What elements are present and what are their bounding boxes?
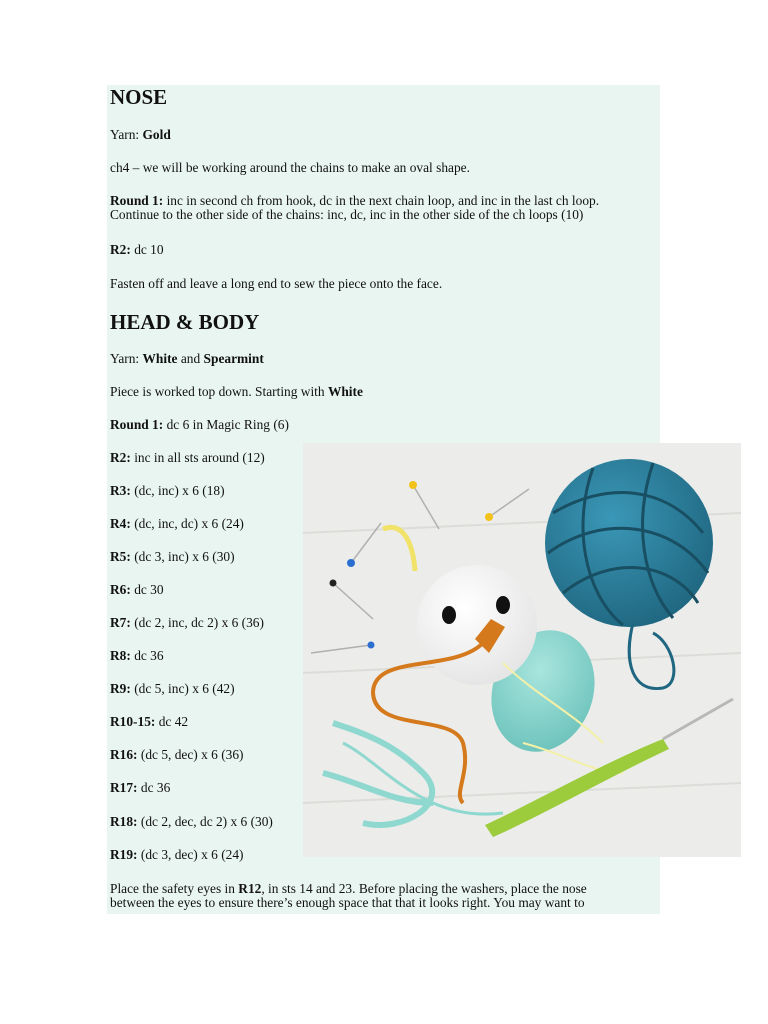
- round-text: (dc 5, dec) x 6 (36): [140, 747, 244, 762]
- round-label: Round 1:: [110, 417, 164, 432]
- round-label: R6:: [110, 582, 131, 597]
- crochet-head: [417, 565, 537, 685]
- round-label: R7:: [110, 615, 131, 630]
- round-text: dc 10: [134, 242, 164, 257]
- yarn-color: Gold: [142, 127, 171, 142]
- place-text-line2: between the eyes to ensure there’s enough space that that it looks right. You may want to: [110, 895, 585, 910]
- nose-ch-line: ch4 – we will be working around the chains to make an oval shape.: [110, 160, 470, 175]
- piece-color: White: [327, 384, 363, 399]
- photo-illustration: [303, 443, 741, 857]
- round-text: (dc 3, inc) x 6 (30): [134, 549, 235, 564]
- head-body-heading: HEAD & BODY: [110, 310, 260, 334]
- round-label: R19:: [110, 847, 138, 862]
- round-text: (dc 5, inc) x 6 (42): [134, 681, 235, 696]
- yarn-label: Yarn:: [110, 351, 140, 366]
- place-round: R12: [238, 881, 262, 896]
- nose-yarn-line: [110, 128, 660, 142]
- round-text: dc 36: [134, 648, 164, 663]
- round-label: R9:: [110, 681, 131, 696]
- yarn-label: Yarn:: [110, 127, 140, 142]
- round-text: (dc 2, inc, dc 2) x 6 (36): [134, 615, 264, 630]
- place-text: Place the safety eyes in: [110, 881, 235, 896]
- eye-icon: [496, 596, 510, 614]
- round-text-cont: Continue to the other side of the chains: inc, dc, inc in the other side of the ch loops (10): [110, 207, 584, 222]
- round-label: R10-15:: [110, 714, 156, 729]
- round-line: [110, 418, 660, 432]
- nose-round1: [110, 194, 660, 222]
- round-label: R4:: [110, 516, 131, 531]
- round-text: inc in second ch from hook, dc in the next chain loop, and inc in the last ch loop.: [166, 193, 600, 208]
- round-label: R3:: [110, 483, 131, 498]
- round-text: dc 6 in Magic Ring (6): [166, 417, 289, 432]
- round-label: R2:: [110, 242, 131, 257]
- round-text: (dc, inc) x 6 (18): [134, 483, 225, 498]
- nose-r2: [110, 243, 660, 257]
- yarn-and: and: [180, 351, 201, 366]
- head-body-yarn-line: [110, 352, 660, 366]
- eyes-placement-paragraph: [110, 882, 660, 910]
- round-text: dc 42: [158, 714, 189, 729]
- round-text: inc in all sts around (12): [134, 450, 265, 465]
- round-label: R18:: [110, 814, 138, 829]
- round-label: R2:: [110, 450, 131, 465]
- round-label: Round 1:: [110, 193, 164, 208]
- round-text: dc 30: [134, 582, 164, 597]
- nose-heading: NOSE: [110, 85, 168, 109]
- round-label: R17:: [110, 780, 138, 795]
- place-text-2: , in sts 14 and 23. Before placing the washers, place the nose: [261, 881, 587, 896]
- round-label: R8:: [110, 648, 131, 663]
- eye-icon: [442, 606, 456, 624]
- round-label: R16:: [110, 747, 138, 762]
- nose-fasten-line: Fasten off and leave a long end to sew the piece onto the face.: [110, 276, 443, 291]
- piece-text: Piece is worked top down. Starting with: [110, 384, 325, 399]
- yarn-color-white: White: [142, 351, 178, 366]
- round-text: (dc 2, dec, dc 2) x 6 (30): [140, 814, 273, 829]
- round-label: R5:: [110, 549, 131, 564]
- round-text: (dc, inc, dc) x 6 (24): [134, 516, 244, 531]
- crochet-photo: [303, 443, 741, 857]
- round-text: (dc 3, dec) x 6 (24): [140, 847, 244, 862]
- round-text: dc 36: [140, 780, 171, 795]
- yarn-color-spearmint: Spearmint: [203, 351, 264, 366]
- piece-direction-line: [110, 385, 660, 399]
